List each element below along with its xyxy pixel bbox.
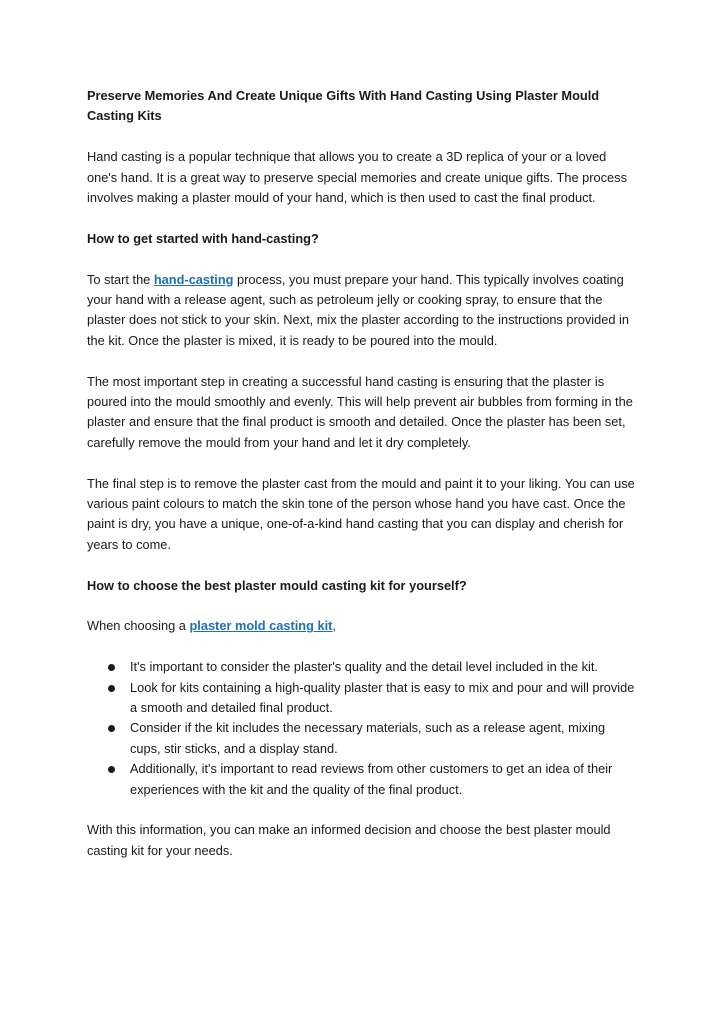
paragraph-prepare-hand [87, 270, 637, 352]
bullet-icon [108, 685, 115, 692]
spacer [87, 596, 637, 616]
list-item-text: Look for kits containing a high-quality plaster that is easy to mix and pour and will provide a smooth and detailed final product. [130, 679, 635, 716]
bullet-icon [108, 766, 115, 773]
list-item-text: Additionally, it's important to read reviews from other customers to get an idea of their experiences with the kit and the quality of the final product. [130, 761, 613, 797]
spacer [87, 127, 637, 147]
hand-casting-link[interactable]: hand-casting [153, 271, 234, 287]
document-page [87, 86, 637, 861]
spacer [87, 208, 637, 228]
intro-paragraph: Hand casting is a popular technique that allows you to create a 3D replica of your or a loved one's hand. It is a great way to preserve special memories and create unique gifts. The process involves making a plaster mould of your hand, which is then used to cast the final product. [87, 149, 627, 206]
paragraph-pouring: The most important step in creating a successful hand casting is ensuring that the plaster is poured into the mould smoothly and evenly. This will help prevent air bubbles from forming in the plaster and ensure that the final product is smooth and detailed. Once the plaster has been set, carefully remove the mould from your hand and let it dry completely. [87, 373, 633, 450]
paragraph-choosing-lead [87, 616, 637, 636]
paragraph-final-step: The final step is to remove the plaster cast from the mould and paint it to your liking. You can use various paint colours to match the skin tone of the person whose hand you have cast. Once the paint is dry, you have a unique, one-of-a-kind hand casting that you can display and cherish for years to come. [87, 475, 635, 552]
spacer [87, 800, 637, 820]
plaster-mold-casting-kit-link[interactable]: plaster mold casting kit [189, 618, 333, 634]
text-segment: To start the [87, 271, 154, 287]
conclusion-paragraph: With this information, you can make an informed decision and choose the best plaster mould casting kit for your needs. [87, 822, 611, 858]
tips-list [87, 657, 637, 800]
spacer [87, 249, 637, 269]
document-title: Preserve Memories And Create Unique Gifts With Hand Casting Using Plaster Mould Casting Kits [87, 88, 600, 124]
spacer [87, 637, 637, 657]
text-segment: process, you must prepare your hand. This typically involves coating your hand with a release agent, such as petroleum jelly or cooking spray, to ensure that the plaster does not stick to your skin. Next, mix the plaster according to the instructions provided in the kit. Once the plaster is mixed, it is ready to be poured into the mould. [87, 271, 629, 348]
bullet-icon [108, 664, 115, 671]
spacer [87, 351, 637, 371]
list-item [87, 678, 637, 719]
list-item [87, 657, 637, 677]
bullet-icon [108, 725, 115, 732]
list-item-text: It's important to consider the plaster's quality and the detail level included in the kit. [130, 659, 598, 675]
list-item [87, 759, 637, 800]
list-item-text: Consider if the kit includes the necessary materials, such as a release agent, mixing cups, stir sticks, and a display stand. [130, 720, 606, 756]
text-segment: , [332, 618, 336, 634]
text-segment: When choosing a [87, 618, 190, 634]
spacer [87, 453, 637, 473]
spacer [87, 555, 637, 575]
section-heading-get-started: How to get started with hand-casting? [87, 230, 319, 246]
list-item [87, 718, 637, 759]
section-heading-choose-kit: How to choose the best plaster mould casting kit for yourself? [87, 577, 467, 593]
